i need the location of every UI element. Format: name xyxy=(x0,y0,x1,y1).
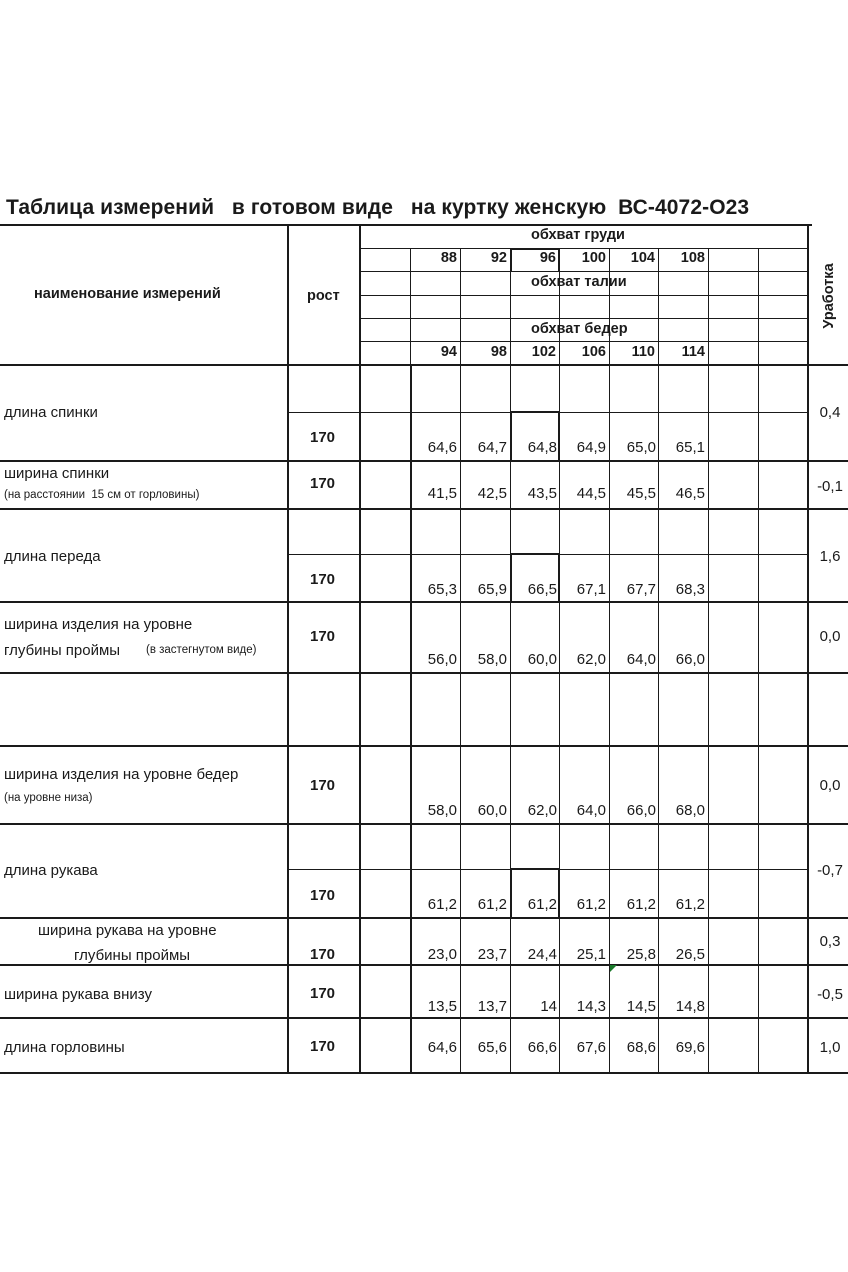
value-cell: 61,2 xyxy=(675,896,705,913)
value-cell: 58,0 xyxy=(427,802,457,819)
value-cell: 61,2 xyxy=(527,896,557,913)
row-name: ширина изделия на уровне бедер xyxy=(4,766,239,783)
value-cell: 67,7 xyxy=(626,581,656,598)
page-title: Таблица измерений в готовом виде на куртку женскую ВС-4072-О23 xyxy=(6,196,750,219)
value-cell: 64,8 xyxy=(527,439,557,456)
row-name: ширина спинки xyxy=(4,465,110,482)
value-cell: 65,9 xyxy=(477,581,507,598)
row-shrink: 0,3 xyxy=(819,933,841,950)
row-height: 170 xyxy=(310,628,336,645)
value-cell: 65,3 xyxy=(427,581,457,598)
value-cell: 44,5 xyxy=(576,485,606,502)
row-height: 170 xyxy=(310,985,336,1002)
value-cell: 64,0 xyxy=(626,651,656,668)
row-height: 170 xyxy=(310,887,336,904)
hip-size: 106 xyxy=(581,344,606,360)
row-height: 170 xyxy=(310,946,336,963)
value-cell: 68,3 xyxy=(675,581,705,598)
hip-size: 110 xyxy=(631,344,655,360)
value-cell: 45,5 xyxy=(626,485,656,502)
row-shrink: 0,4 xyxy=(819,404,841,421)
value-cell: 42,5 xyxy=(477,485,507,502)
value-cell: 61,2 xyxy=(477,896,507,913)
value-cell: 14,8 xyxy=(675,998,705,1015)
bust-size: 92 xyxy=(490,250,507,266)
value-cell: 68,6 xyxy=(626,1039,656,1056)
row-name: длина горловины xyxy=(4,1039,125,1056)
value-cell: 14 xyxy=(540,998,557,1015)
row-shrink: 1,6 xyxy=(819,548,841,565)
value-cell: 25,8 xyxy=(626,946,656,963)
value-cell: 60,0 xyxy=(527,651,557,668)
value-cell: 61,2 xyxy=(427,896,457,913)
row-shrink: -0,5 xyxy=(817,986,843,1003)
row-shrink: 1,0 xyxy=(819,1039,841,1056)
value-cell: 65,1 xyxy=(675,439,705,456)
value-cell: 25,1 xyxy=(576,946,606,963)
value-cell: 65,0 xyxy=(626,439,656,456)
bust-size: 96 xyxy=(539,250,556,266)
value-cell: 67,1 xyxy=(576,581,606,598)
row-height: 170 xyxy=(310,571,336,588)
hip-size: 94 xyxy=(440,344,457,360)
row-height: 170 xyxy=(310,429,336,446)
value-cell: 13,7 xyxy=(477,998,507,1015)
value-cell: 66,0 xyxy=(626,802,656,819)
value-cell: 46,5 xyxy=(675,485,705,502)
row-shrink: 0,0 xyxy=(819,628,841,645)
value-cell: 62,0 xyxy=(576,651,606,668)
row-note: (на расстоянии 15 см от горловины) xyxy=(4,489,200,501)
header-shrink: Уработка xyxy=(821,263,837,329)
value-cell: 64,6 xyxy=(427,439,457,456)
value-cell: 64,0 xyxy=(576,802,606,819)
value-cell: 58,0 xyxy=(477,651,507,668)
value-cell: 43,5 xyxy=(527,485,557,502)
bust-size: 108 xyxy=(680,250,705,266)
header-waist: обхват талии xyxy=(531,274,627,290)
bust-size: 88 xyxy=(440,250,457,266)
row-height: 170 xyxy=(310,777,336,794)
row-name-line2: глубины проймы xyxy=(4,642,121,659)
value-cell: 24,4 xyxy=(527,946,557,963)
value-cell: 13,5 xyxy=(427,998,457,1015)
row-note: (на уровне низа) xyxy=(4,792,93,804)
value-cell: 56,0 xyxy=(427,651,457,668)
row-name: ширина рукава на уровне xyxy=(38,922,217,939)
row-name: длина переда xyxy=(4,548,101,565)
value-cell: 66,5 xyxy=(527,581,557,598)
value-cell: 67,6 xyxy=(576,1039,606,1056)
value-cell: 66,6 xyxy=(527,1039,557,1056)
header-hips: обхват бедер xyxy=(531,321,628,337)
value-cell: 64,9 xyxy=(576,439,606,456)
row-name-line2: глубины проймы xyxy=(74,947,191,964)
green-marker-icon xyxy=(610,965,617,972)
row-name: длина рукава xyxy=(4,862,98,879)
value-cell: 68,0 xyxy=(675,802,705,819)
row-shrink: -0,7 xyxy=(817,862,843,879)
value-cell: 69,6 xyxy=(675,1039,705,1056)
header-height-column: рост xyxy=(307,288,340,304)
value-cell: 65,6 xyxy=(477,1039,507,1056)
hip-size: 98 xyxy=(490,344,507,360)
value-cell: 23,0 xyxy=(427,946,457,963)
bust-size: 104 xyxy=(630,250,655,266)
value-cell: 62,0 xyxy=(527,802,557,819)
row-name: длина спинки xyxy=(4,404,98,421)
value-cell: 26,5 xyxy=(675,946,705,963)
row-height: 170 xyxy=(310,475,336,492)
value-cell: 14,5 xyxy=(626,998,656,1015)
value-cell: 23,7 xyxy=(477,946,507,963)
hip-size: 102 xyxy=(531,344,556,360)
value-cell: 41,5 xyxy=(427,485,457,502)
row-name: ширина изделия на уровне xyxy=(4,616,193,633)
value-cell: 64,7 xyxy=(477,439,507,456)
row-name: ширина рукава внизу xyxy=(4,986,152,1003)
row-shrink: -0,1 xyxy=(817,478,843,495)
header-name-column: наименование измерений xyxy=(34,286,221,302)
value-cell: 66,0 xyxy=(675,651,705,668)
value-cell: 14,3 xyxy=(576,998,606,1015)
bust-size: 100 xyxy=(581,250,606,266)
value-cell: 61,2 xyxy=(626,896,656,913)
hip-size: 114 xyxy=(681,344,705,360)
header-bust: обхват груди xyxy=(531,227,625,243)
value-cell: 61,2 xyxy=(576,896,606,913)
value-cell: 60,0 xyxy=(477,802,507,819)
row-note: (в застегнутом виде) xyxy=(146,644,257,656)
value-cell: 64,6 xyxy=(427,1039,457,1056)
row-height: 170 xyxy=(310,1038,336,1055)
row-shrink: 0,0 xyxy=(819,777,841,794)
